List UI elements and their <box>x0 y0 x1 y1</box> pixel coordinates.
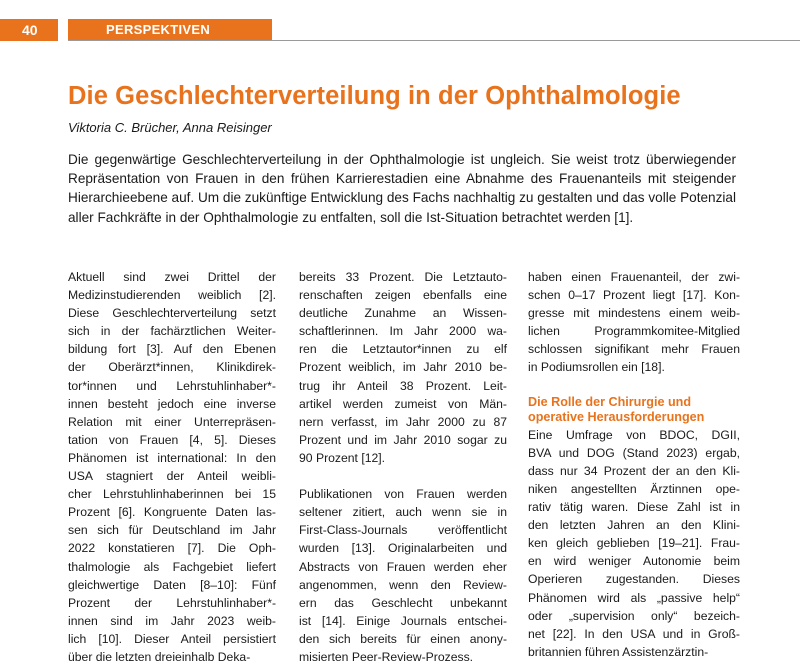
column-3-paragraph-1 <box>528 268 740 377</box>
text-line: schlossen signifikant mehr Frauen <box>528 342 740 357</box>
text-line: bereits 33 Prozent. Die Letztauto- <box>299 270 507 284</box>
text-line: en wird weniger Autonomie beim <box>528 554 740 569</box>
text-line: oder „supervision only“ bezeich- <box>528 608 740 623</box>
text-line: Prozent der Lehrstuhlinhaber*- <box>68 595 276 610</box>
column-3-paragraph-2 <box>528 426 740 661</box>
text-line: Die Rolle der Chirurgie und <box>528 394 692 409</box>
text-line: ken gleich geblieben [19–21]. Frau- <box>528 536 740 551</box>
text-line: ren die Letztautor*innen zu elf <box>299 342 507 357</box>
text-line: britannien führen Assistenzärztin- <box>528 644 709 659</box>
text-line: trug ihr Anteil 38 Prozent. Leit- <box>299 378 507 393</box>
text-line: über die letzten dreieinhalb Deka- <box>68 649 251 664</box>
text-line: ern das Geschlecht unbekannt <box>299 595 507 610</box>
text-line: lichen Programmkomitee-Mitglied <box>528 324 740 339</box>
text-line: cher Lehrstuhlinhaberinnen bei 15 <box>68 487 276 502</box>
text-line: nern verfasst, im Jahr 2000 zu 87 <box>299 414 507 429</box>
article-abstract: Die gegenwärtige Geschlechterverteilung in der Ophthalmologie ist ungleich. Sie weist trotz überwiegender Repräsentation von Frauen in den frühen Karrierestadien eine Abnahme des Frauenanteils mit steigender Hierarchieebene auf. Um die zukünftige Entwicklung des Fachs nachhaltig zu gestalten und das volle Potenzial aller Fachkräfte in der Ophthalmologie zu entfalten, soll die Ist-Situation betrachtet werden [1]. <box>68 152 736 225</box>
text-line: Prozent und im Jahr 2010 sogar zu <box>299 432 507 447</box>
text-line: innen besteht jedoch eine inverse <box>68 396 276 411</box>
text-line: den letzten Jahren an den Klini- <box>528 518 740 533</box>
text-line: Publikationen von Frauen werden <box>299 487 507 502</box>
text-line: operative Herausforderungen <box>528 410 705 425</box>
text-line: innen sind im Jahr 2023 weib- <box>68 613 276 628</box>
text-line: Relation mit einer Unterrepräsen- <box>68 414 276 429</box>
text-line: gleichwertige Daten [8–10]: Fünf <box>68 577 276 592</box>
body-column-2 <box>299 268 507 666</box>
text-line: wurden [13]. Originalarbeiten und <box>299 541 507 556</box>
text-line: Prozent [6]. Kongruente Daten las- <box>68 505 276 520</box>
text-line: seltener zitiert, auch wenn sie in <box>299 505 507 520</box>
text-line: niken angestellten Ärztinnen ope- <box>528 481 740 496</box>
text-line: rativ tätig waren. Diese Zahl ist in <box>528 500 740 515</box>
text-line: Aktuell sind zwei Drittel der <box>68 270 276 284</box>
text-line: net [22]. In den USA und in Groß- <box>528 626 740 641</box>
page-number: 40 <box>0 19 58 41</box>
text-line: 2022 konstatieren [7]. Die Oph- <box>68 541 276 556</box>
text-line: den sich bereits für einen anony- <box>299 631 507 646</box>
text-line: 90 Prozent [12]. <box>299 450 386 465</box>
article-authors: Viktoria C. Brücher, Anna Reisinger <box>68 120 272 135</box>
section-label: PERSPEKTIVEN <box>68 19 272 41</box>
text-line: tation von Frauen [4, 5]. Dieses <box>68 432 276 447</box>
text-line: Eine Umfrage von BDOC, DGII, <box>528 427 740 442</box>
text-line: ist [14]. Einige Journals entschei- <box>299 613 507 628</box>
text-line: Operieren zugestanden. Dieses <box>528 572 740 587</box>
article-title: Die Geschlechterverteilung in der Ophthalmologie <box>68 82 681 110</box>
body-column-1 <box>68 268 276 666</box>
text-line: Abstracts von Frauen werden eher <box>299 559 507 574</box>
text-line: in Podiumsrollen ein [18]. <box>528 360 665 375</box>
text-line: schen 0–17 Prozent liegt [17]. Kon- <box>528 288 740 303</box>
text-line: haben einen Frauenanteil, der zwi- <box>528 270 740 284</box>
text-line: Diese Geschlechterverteilung setzt <box>68 306 276 321</box>
text-line: schaftlerinnen. Im Jahr 2000 wa- <box>299 324 507 339</box>
text-line: gresse mit mindestens einem weib- <box>528 306 740 321</box>
text-line: sen sich für Deutschland im Jahr <box>68 523 276 538</box>
text-line: misierten Peer-Review-Prozess. <box>299 649 474 664</box>
column-2-paragraph-2 <box>299 485 507 666</box>
text-line: der Oberärzt*innen, Klinikdirek- <box>68 360 276 375</box>
text-line: bildung fort [3]. Auf den Ebenen <box>68 342 276 357</box>
text-line: renschaften zeigen ebenfalls eine <box>299 288 507 303</box>
header-rule <box>68 40 800 41</box>
section-subheading <box>528 395 740 426</box>
text-line: USA stagniert der Anteil weibli- <box>68 469 276 484</box>
column-2-paragraph-1 <box>299 268 507 467</box>
text-line: lich [10]. Dieser Anteil persistiert <box>68 631 276 646</box>
body-column-3 <box>528 268 740 661</box>
text-line: dass nur 34 Prozent der an den Kli- <box>528 463 740 478</box>
text-line: First-Class-Journals veröffentlicht <box>299 523 507 538</box>
text-line: Phänomen ist international: In den <box>68 450 276 465</box>
text-line: angenommen, wenn den Review- <box>299 577 507 592</box>
text-line: Prozent weiblich, im Jahr 2010 be- <box>299 360 507 375</box>
text-line: Phänomen wird als „passive help“ <box>528 590 740 605</box>
text-line: thalmologie als Fachgebiet liefert <box>68 559 276 574</box>
text-line: artikel werden zumeist von Män- <box>299 396 507 411</box>
text-line: deutliche Zunahme an Wissen- <box>299 306 507 321</box>
text-line: tor*innen und Lehrstuhlinhaber*- <box>68 378 276 393</box>
text-line: sich in der fachärztlichen Weiter- <box>68 324 276 339</box>
text-line: BVA und DOG (Stand 2023) ergab, <box>528 445 740 460</box>
text-line: Medizinstudierenden weiblich [2]. <box>68 288 276 303</box>
